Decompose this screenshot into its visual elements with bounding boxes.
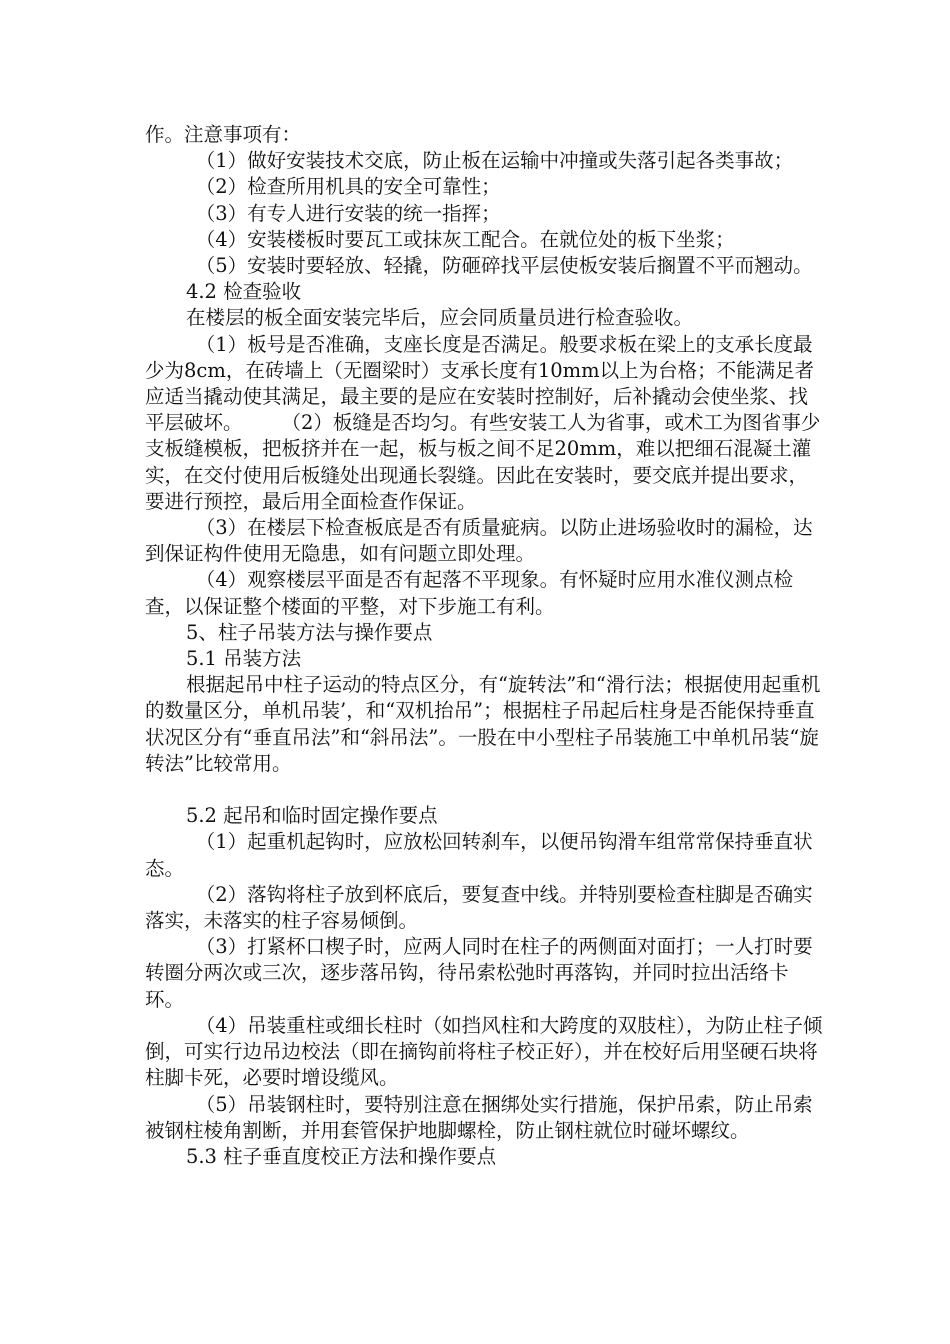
paragraph-intro: 作。注意事项有： [145, 123, 302, 146]
paragraph-inspection-1-2: （1）板号是否准确，支座长度是否满足。般要求板在梁上的支承长度最少为8cm，在砖墙上（无圈梁时）支承长度有10mm以上为台格；不能满足者应适当撬动使其满足，最主要的是应在安装时控制好，后补撬动会使坐浆、找平层破坏。 （2）板缝是否均匀。有些安装工人为省事，或术工为图省事少支板缝模板，把板挤并在一起，板与板之间不足20mm，难以把细石混凝土灌实，在交付使用后板缝处出现通长裂缝。因此在安装时，要交底并提出要求，要进行预控，最后用全面检查作保证。 [145, 332, 821, 513]
paragraph-note-4: （4）安装楼板时要瓦工或抹灰工配合。在就位处的板下坐浆； [195, 227, 735, 251]
section-heading-5: 5、柱子吊装方法与操作要点 [185, 620, 433, 644]
paragraph-lift-4: （4）吊装重柱或细长柱时（如挡风柱和大跨度的双肢柱），为防止柱子倾倒，可实行边吊边校法（即在摘钩前将柱子校正好），并在校好后用坚硬石块将柱脚卡死，必要时增设缆风。 [145, 1013, 823, 1090]
paragraph-note-3: （3）有专人进行安装的统一指挥； [195, 201, 501, 225]
section-heading-5-2: 5.2 起吊和临时固定操作要点 [185, 804, 438, 828]
paragraph-note-2: （2）检查所用机具的安全可靠性； [195, 175, 501, 199]
blank-line [145, 777, 825, 803]
document-body [145, 122, 825, 1170]
paragraph-note-1: （1）做好安装技术交底，防止板在运输中冲撞或失落引起各类事故； [195, 149, 794, 173]
paragraph-note-5: （5）安装时要轻放、轻撬，防砸碎找平层使板安装后搁置不平而翘动。 [195, 254, 813, 278]
paragraph-lift-2: （2）落钩将柱子放到杯底后，要复查中线。并特别要检查柱脚是否确实落实，未落实的柱子容易倾倒。 [145, 882, 813, 933]
paragraph-hoisting-methods: 根据起吊中柱子运动的特点区分，有“旋转法”和“滑行法；根据使用起重机的数量区分，单机吊装’，和“双机抬吊”；根据柱子吊起后柱身是否能保持垂直状况区分有“垂直吊法”和“斜吊法”。一股在中小型柱子吊装施工中单机吊装“旋转法”比较常用。 [145, 673, 821, 775]
paragraph-inspection-intro: 在楼层的板全面安装完毕后，应会同质量员进行检查验收。 [185, 306, 693, 330]
paragraph-lift-3: （3）打紧杯口楔子时，应两人同时在柱子的两侧面对面打；一人打时要转圈分两次或三次，逐步落吊钩，待吊索松弛时再落钩，并同时拉出活络卡环。 [145, 935, 813, 1011]
paragraph-lift-1: （1）起重机起钩时，应放松回转刹车，以便吊钩滑车组常常保持垂直状态。 [145, 830, 813, 880]
paragraph-lift-5: （5）吊装钢柱时，要特别注意在捆绑处实行措施，保护吊索，防止吊索被钢柱棱角割断，并用套管保护地脚螺栓，防止钢柱就位时碰坏螺纹。 [145, 1092, 813, 1142]
paragraph-inspection-4: （4）观察楼层平面是否有起落不平现象。有怀疑时应用水准仪测点检查，以保证整个楼面的平整，对下步施工有利。 [145, 568, 794, 618]
section-heading-5-3: 5.3 柱子垂直度校正方法和操作要点 [185, 1144, 497, 1168]
section-heading-4-2: 4.2 检查验收 [185, 280, 302, 304]
section-heading-5-1: 5.1 吊装方法 [185, 647, 302, 671]
paragraph-inspection-3: （3）在楼层下检查板底是否有质量疵病。以防止进场验收时的漏检，达到保证构件使用无隐患，如有问题立即处理。 [145, 516, 813, 566]
